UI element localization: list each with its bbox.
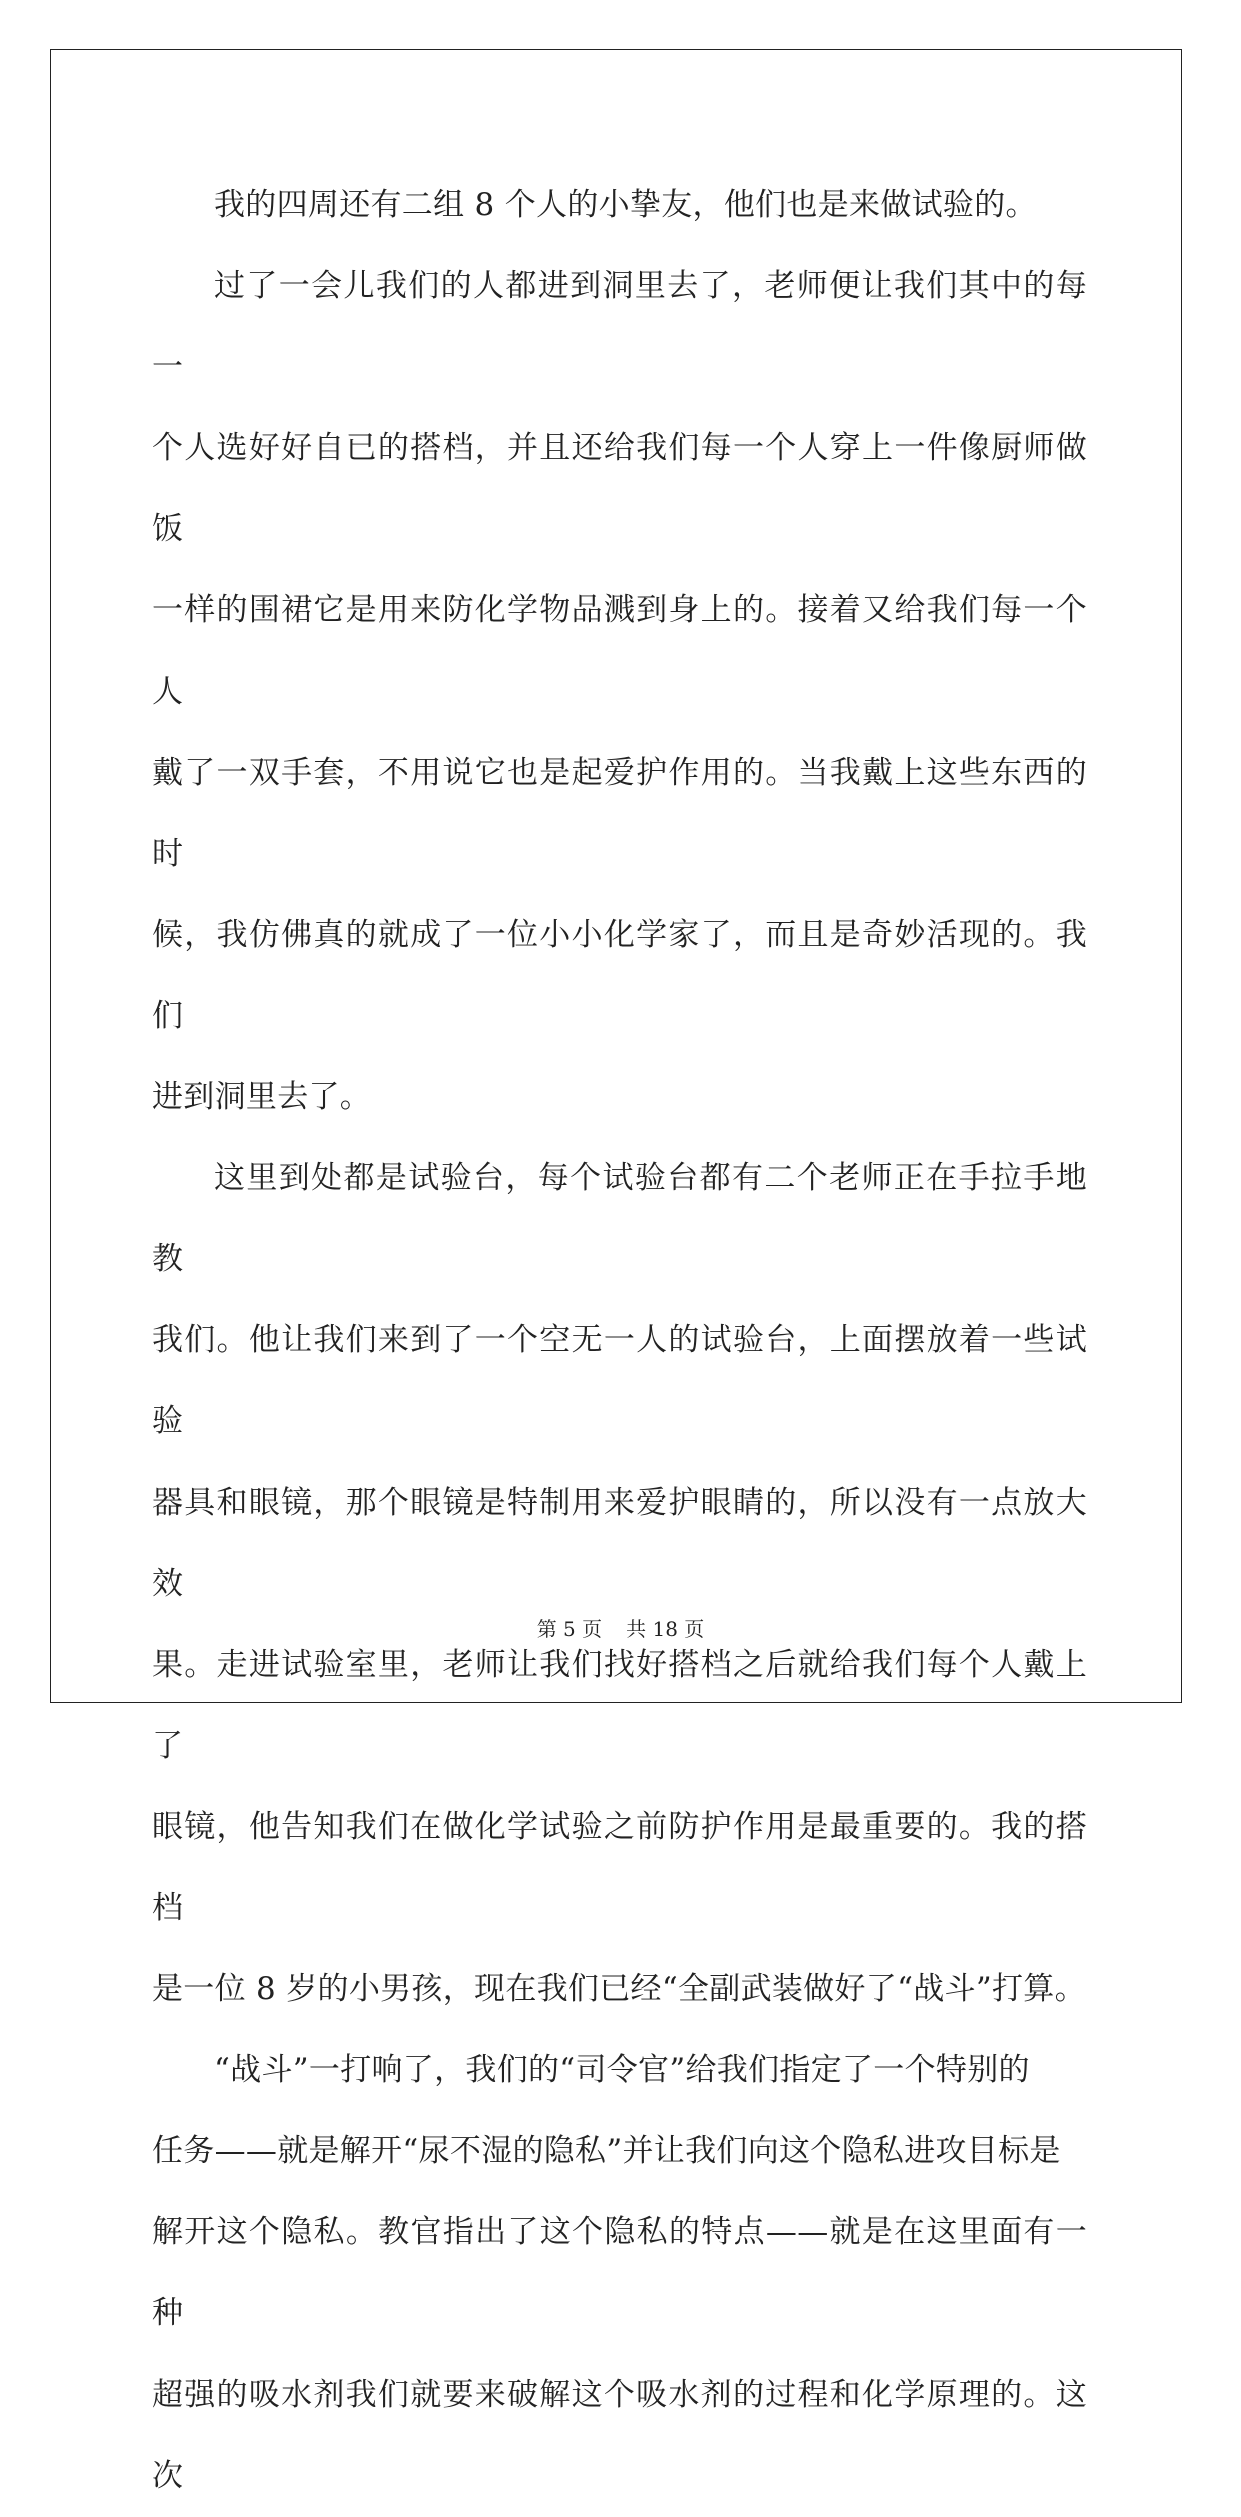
paragraph-3-line-5: 眼镜，他告知我们在做化学试验之前防护作用是最重要的。我的搭档 xyxy=(152,1808,1087,1926)
paragraph-2-line-3: 一样的围裙它是用来防化学物品溅到身上的。接着又给我们每一个人 xyxy=(152,592,1087,710)
paragraph-4-line-4: 超强的吸水剂我们就要来破解这个吸水剂的过程和化学原理的。这次 xyxy=(152,2376,1087,2494)
paragraph-2-line-1: 过了一会儿我们的人都进到洞里去了，老师便让我们其中的每一 xyxy=(152,268,1087,386)
paragraph-4-line-2: 任务——就是解开“尿不湿的隐私”并让我们向这个隐私进攻目标是 xyxy=(152,2133,1061,2170)
page-footer xyxy=(0,1613,1241,1642)
paragraph-2-line-2: 个人选好好自已的搭档，并且还给我们每一个人穿上一件像厨师做饭 xyxy=(152,430,1087,548)
paragraph-3-line-4: 果。走进试验室里，老师让我们找好搭档之后就给我们每个人戴上了 xyxy=(152,1646,1087,1764)
paragraph-2-line-5: 候，我仿佛真的就成了一位小小化学家了，而且是奇妙活现的。我们 xyxy=(152,916,1087,1034)
total-page-count: 共 18 页 xyxy=(626,1617,705,1641)
paragraph-2-line-6: 进到洞里去了。 xyxy=(152,1079,372,1116)
current-page-number: 第 5 页 xyxy=(536,1617,603,1641)
paragraph-1-line-1: 我的四周还有二组 8 个人的小挚友，他们也是来做试验的。 xyxy=(214,187,1037,223)
paragraph-3-line-2: 我们。他让我们来到了一个空无一人的试验台，上面摆放着一些试验 xyxy=(152,1322,1087,1440)
paragraph-3-line-1: 这里到处都是试验台，每个试验台都有二个老师正在手拉手地教 xyxy=(152,1160,1087,1278)
paragraph-4-line-3: 解开这个隐私。教官指出了这个隐私的特点——就是在这里面有一种 xyxy=(152,2214,1087,2332)
document-body xyxy=(152,165,1087,2517)
paragraph-4-line-1: “战斗”一打响了，我们的“司令官”给我们指定了一个特别的 xyxy=(214,2052,1030,2089)
paragraph-2-line-4: 戴了一双手套，不用说它也是起爱护作用的。当我戴上这些东西的时 xyxy=(152,754,1087,872)
paragraph-3-line-3: 器具和眼镜，那个眼镜是特制用来爱护眼睛的，所以没有一点放大效 xyxy=(152,1484,1087,1602)
paragraph-3-line-6: 是一位 8 岁的小男孩，现在我们已经“全副武装做好了“战斗”打算。 xyxy=(152,1971,1086,2008)
